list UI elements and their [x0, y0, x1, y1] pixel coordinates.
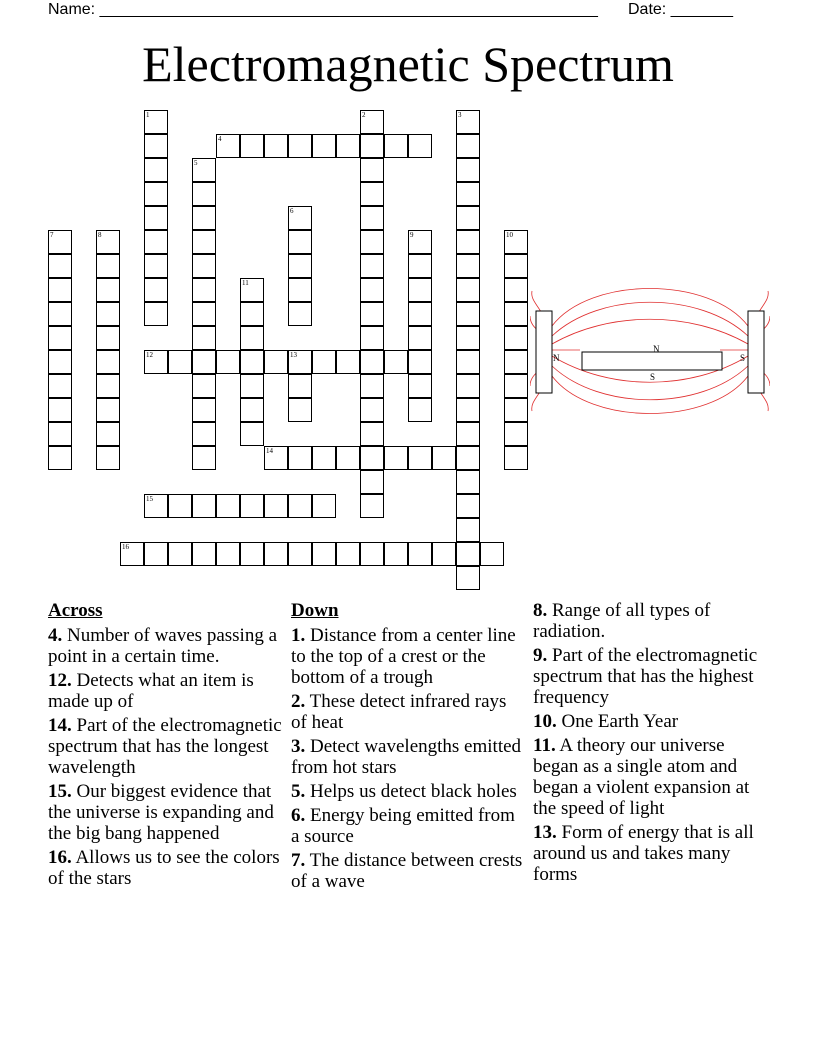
crossword-cell[interactable]	[408, 542, 432, 566]
clue-item	[48, 670, 283, 712]
clue-item	[291, 736, 526, 778]
crossword-cell[interactable]	[408, 134, 432, 158]
crossword-cell[interactable]	[216, 494, 240, 518]
crossword-cell[interactable]	[456, 350, 480, 374]
crossword-cell[interactable]	[408, 350, 432, 374]
crossword-cell[interactable]	[48, 326, 72, 350]
clue-item	[291, 850, 526, 892]
crossword-cell[interactable]	[192, 206, 216, 230]
clue-number: 2.	[291, 691, 306, 712]
clue-text: Part of the electromagnetic spectrum that has the highest frequency	[533, 645, 758, 708]
clue-number-13: 13	[290, 351, 297, 359]
crossword-cell[interactable]	[360, 158, 384, 182]
crossword-cell[interactable]	[48, 350, 72, 374]
crossword-cell[interactable]	[384, 134, 408, 158]
crossword-cell[interactable]	[504, 446, 528, 470]
crossword-cell[interactable]	[144, 230, 168, 254]
crossword-cell[interactable]	[240, 398, 264, 422]
clue-text: Number of waves passing a point in a certain time.	[48, 625, 278, 667]
crossword-cell[interactable]	[456, 206, 480, 230]
clue-number-3: 3	[458, 111, 462, 119]
crossword-cell[interactable]	[240, 350, 264, 374]
crossword-cell[interactable]	[48, 422, 72, 446]
crossword-cell[interactable]	[456, 398, 480, 422]
crossword-cell[interactable]	[504, 326, 528, 350]
crossword-cell[interactable]	[264, 542, 288, 566]
page-title: Electromagnetic Spectrum	[142, 36, 674, 92]
crossword-cell[interactable]	[408, 326, 432, 350]
crossword-cell[interactable]	[432, 446, 456, 470]
bar-top-label: N	[653, 344, 660, 354]
crossword-cell[interactable]	[504, 302, 528, 326]
crossword-cell[interactable]	[240, 542, 264, 566]
crossword-cell[interactable]	[288, 494, 312, 518]
crossword-cell[interactable]	[288, 134, 312, 158]
clue-number: 16.	[48, 847, 72, 868]
date-field-label: Date: _______	[628, 1, 733, 18]
clue-item	[533, 735, 768, 819]
crossword-cell[interactable]	[192, 302, 216, 326]
field-line	[552, 289, 748, 327]
crossword-cell[interactable]	[96, 350, 120, 374]
clue-number: 13.	[533, 822, 557, 843]
clue-item	[533, 600, 768, 642]
crossword-cell[interactable]	[144, 542, 168, 566]
clue-number-1: 1	[146, 111, 150, 119]
clue-text: Range of all types of radiation.	[533, 600, 711, 642]
crossword-cell[interactable]	[288, 278, 312, 302]
crossword-cell[interactable]	[312, 446, 336, 470]
crossword-cell[interactable]	[48, 278, 72, 302]
crossword-cell[interactable]	[408, 398, 432, 422]
crossword-cell[interactable]	[336, 446, 360, 470]
crossword-cell[interactable]	[48, 398, 72, 422]
crossword-cell[interactable]	[456, 278, 480, 302]
crossword-cell[interactable]	[360, 446, 384, 470]
crossword-cell[interactable]	[96, 422, 120, 446]
crossword-cell[interactable]	[336, 350, 360, 374]
clue-number: 7.	[291, 850, 306, 871]
clue-text: Helps us detect black holes	[305, 781, 517, 802]
clue-number-12: 12	[146, 351, 153, 359]
clue-number-10: 10	[506, 231, 513, 239]
clue-number-4: 4	[218, 135, 222, 143]
crossword-cell[interactable]	[288, 446, 312, 470]
crossword-cell[interactable]	[192, 350, 216, 374]
clue-item	[48, 781, 283, 844]
crossword-cell[interactable]	[96, 374, 120, 398]
magnet-left-label: N	[553, 353, 560, 363]
crossword-cell[interactable]	[264, 134, 288, 158]
crossword-cell[interactable]	[288, 542, 312, 566]
crossword-cell[interactable]	[504, 350, 528, 374]
magnet-field-illustration	[530, 286, 770, 416]
crossword-cell[interactable]	[144, 134, 168, 158]
crossword-cell[interactable]	[48, 254, 72, 278]
crossword-cell[interactable]	[336, 542, 360, 566]
crossword-cell[interactable]	[360, 254, 384, 278]
clue-number: 4.	[48, 625, 63, 646]
crossword-cell[interactable]	[360, 230, 384, 254]
crossword-cell[interactable]	[48, 446, 72, 470]
crossword-cell[interactable]	[168, 494, 192, 518]
crossword-cell[interactable]	[192, 398, 216, 422]
crossword-cell[interactable]	[360, 542, 384, 566]
clue-number-14: 14	[266, 447, 273, 455]
crossword-cell[interactable]	[192, 230, 216, 254]
crossword-cell[interactable]	[384, 542, 408, 566]
crossword-cell[interactable]	[240, 134, 264, 158]
crossword-cell[interactable]	[96, 398, 120, 422]
crossword-cell[interactable]	[456, 326, 480, 350]
crossword-cell[interactable]	[384, 350, 408, 374]
clue-number: 8.	[533, 600, 548, 621]
crossword-cell[interactable]	[96, 446, 120, 470]
crossword-cell[interactable]	[96, 254, 120, 278]
crossword-cell[interactable]	[360, 374, 384, 398]
crossword-cell[interactable]	[192, 494, 216, 518]
crossword-cell[interactable]	[504, 278, 528, 302]
crossword-cell[interactable]	[456, 470, 480, 494]
crossword-cell[interactable]	[456, 494, 480, 518]
crossword-cell[interactable]	[144, 206, 168, 230]
clue-text: Part of the electromagnetic spectrum that has the longest wavelength	[48, 715, 282, 778]
crossword-cell[interactable]	[240, 494, 264, 518]
crossword-cell[interactable]	[360, 326, 384, 350]
clue-number: 15.	[48, 781, 72, 802]
crossword-cell[interactable]	[288, 254, 312, 278]
clue-item	[291, 625, 526, 688]
crossword-cell[interactable]	[504, 254, 528, 278]
crossword-cell[interactable]	[264, 494, 288, 518]
clue-number: 10.	[533, 711, 557, 732]
crossword-cell[interactable]	[192, 182, 216, 206]
clue-item	[533, 822, 768, 885]
crossword-cell[interactable]	[504, 374, 528, 398]
clue-number: 3.	[291, 736, 306, 757]
crossword-cell[interactable]	[360, 470, 384, 494]
crossword-cell[interactable]	[360, 278, 384, 302]
crossword-cell[interactable]	[360, 206, 384, 230]
crossword-cell[interactable]	[360, 350, 384, 374]
clue-item	[291, 691, 526, 733]
clue-number-15: 15	[146, 495, 153, 503]
crossword-cell[interactable]	[504, 398, 528, 422]
clue-text: Form of energy that is all around us and takes many forms	[533, 822, 754, 885]
crossword-cell[interactable]	[144, 302, 168, 326]
magnet-left-pole	[536, 311, 552, 393]
down-clues-column	[291, 600, 526, 895]
crossword-cell[interactable]	[192, 326, 216, 350]
crossword-cell[interactable]	[288, 230, 312, 254]
crossword-cell[interactable]	[96, 326, 120, 350]
clue-number-5: 5	[194, 159, 198, 167]
name-field-label: Name: ________________________________________________________	[48, 1, 598, 18]
crossword-cell[interactable]	[456, 158, 480, 182]
clue-text: The distance between crests of a wave	[291, 850, 523, 892]
crossword-cell[interactable]	[408, 278, 432, 302]
across-heading: Across	[48, 600, 103, 621]
clue-number-9: 9	[410, 231, 414, 239]
crossword-cell[interactable]	[168, 542, 192, 566]
clue-number: 14.	[48, 715, 72, 736]
crossword-cell[interactable]	[216, 542, 240, 566]
magnet-right-pole	[748, 311, 764, 393]
crossword-cell[interactable]	[144, 254, 168, 278]
crossword-cell[interactable]	[456, 134, 480, 158]
clue-number-8: 8	[98, 231, 102, 239]
crossword-cell[interactable]	[456, 230, 480, 254]
crossword-cell[interactable]	[384, 446, 408, 470]
crossword-cell[interactable]	[456, 374, 480, 398]
crossword-cell[interactable]	[312, 494, 336, 518]
across-clues-column	[48, 600, 283, 892]
crossword-cell[interactable]	[192, 254, 216, 278]
clue-item	[48, 715, 283, 778]
bar-magnet	[582, 352, 722, 370]
crossword-cell[interactable]	[360, 134, 384, 158]
crossword-cell[interactable]	[96, 302, 120, 326]
crossword-cell[interactable]	[144, 158, 168, 182]
crossword-cell[interactable]	[360, 494, 384, 518]
bar-bottom-label: S	[650, 372, 656, 382]
crossword-cell[interactable]	[264, 350, 288, 374]
clue-number: 6.	[291, 805, 306, 826]
magnet-right-label: S	[740, 353, 746, 363]
crossword-cell[interactable]	[456, 566, 480, 590]
clue-number-16: 16	[122, 543, 129, 551]
down-clue-list	[291, 625, 526, 892]
clue-number: 5.	[291, 781, 306, 802]
crossword-cell[interactable]	[96, 278, 120, 302]
crossword-cell[interactable]	[456, 254, 480, 278]
crossword-cell[interactable]	[456, 182, 480, 206]
crossword-cell[interactable]	[336, 134, 360, 158]
crossword-cell[interactable]	[456, 422, 480, 446]
crossword-cell[interactable]	[192, 374, 216, 398]
clue-number-11: 11	[242, 279, 249, 287]
field-line	[552, 319, 748, 344]
clue-number: 1.	[291, 625, 306, 646]
clue-number: 12.	[48, 670, 72, 691]
crossword-cell[interactable]	[144, 182, 168, 206]
clue-text: One Earth Year	[556, 711, 679, 732]
clue-item	[533, 645, 768, 708]
clue-item	[48, 625, 283, 667]
clue-text: Energy being emitted from a source	[291, 805, 515, 847]
crossword-cell[interactable]	[192, 422, 216, 446]
crossword-cell[interactable]	[456, 518, 480, 542]
crossword-cell[interactable]	[288, 374, 312, 398]
clue-text: Detect wavelengths emitted from hot stars	[291, 736, 522, 778]
crossword-cell[interactable]	[48, 302, 72, 326]
crossword-cell[interactable]	[408, 254, 432, 278]
crossword-cell[interactable]	[288, 302, 312, 326]
clue-text: Detects what an item is made up of	[48, 670, 254, 712]
clue-text: Allows us to see the colors of the stars	[48, 847, 280, 889]
crossword-cell[interactable]	[480, 542, 504, 566]
crossword-cell[interactable]	[216, 350, 240, 374]
clue-text: A theory our universe began as a single atom and began a violent expansion at the speed of light	[533, 735, 750, 819]
clue-item	[48, 847, 283, 889]
down-clues-column-continued	[533, 600, 768, 888]
crossword-cell[interactable]	[408, 302, 432, 326]
clue-item	[291, 805, 526, 847]
crossword-cell[interactable]	[456, 542, 480, 566]
crossword-cell[interactable]	[360, 422, 384, 446]
crossword-cell[interactable]	[144, 278, 168, 302]
crossword-cell[interactable]	[312, 134, 336, 158]
crossword-cell[interactable]	[240, 374, 264, 398]
clue-number-2: 2	[362, 111, 366, 119]
clue-text: Distance from a center line to the top of a crest or the bottom of a trough	[291, 625, 516, 688]
crossword-cell[interactable]	[192, 278, 216, 302]
clue-item	[533, 711, 768, 732]
crossword-cell[interactable]	[288, 398, 312, 422]
crossword-cell[interactable]	[192, 542, 216, 566]
crossword-cell[interactable]	[360, 302, 384, 326]
crossword-cell[interactable]	[240, 422, 264, 446]
crossword-cell[interactable]	[312, 542, 336, 566]
across-clue-list	[48, 625, 283, 889]
crossword-cell[interactable]	[360, 398, 384, 422]
clue-number-6: 6	[290, 207, 294, 215]
crossword-cell[interactable]	[192, 446, 216, 470]
down-clue-list-continued	[533, 600, 768, 885]
crossword-cell[interactable]	[504, 422, 528, 446]
crossword-cell[interactable]	[360, 182, 384, 206]
clue-number-7: 7	[50, 231, 54, 239]
clue-item	[291, 781, 526, 802]
crossword-cell[interactable]	[432, 542, 456, 566]
field-lines	[530, 289, 770, 414]
crossword-cell[interactable]	[312, 350, 336, 374]
crossword-cell[interactable]	[168, 350, 192, 374]
crossword-cell[interactable]	[456, 302, 480, 326]
crossword-cell[interactable]	[456, 446, 480, 470]
crossword-cell[interactable]	[48, 374, 72, 398]
down-heading: Down	[291, 600, 339, 621]
crossword-cell[interactable]	[408, 374, 432, 398]
crossword-cell[interactable]	[240, 326, 264, 350]
crossword-cell[interactable]	[240, 302, 264, 326]
clue-text: Our biggest evidence that the universe is expanding and the big bang happened	[48, 781, 274, 844]
clue-number: 9.	[533, 645, 548, 666]
crossword-cell[interactable]	[408, 446, 432, 470]
clue-number: 11.	[533, 735, 556, 756]
clue-text: These detect infrared rays of heat	[291, 691, 507, 733]
